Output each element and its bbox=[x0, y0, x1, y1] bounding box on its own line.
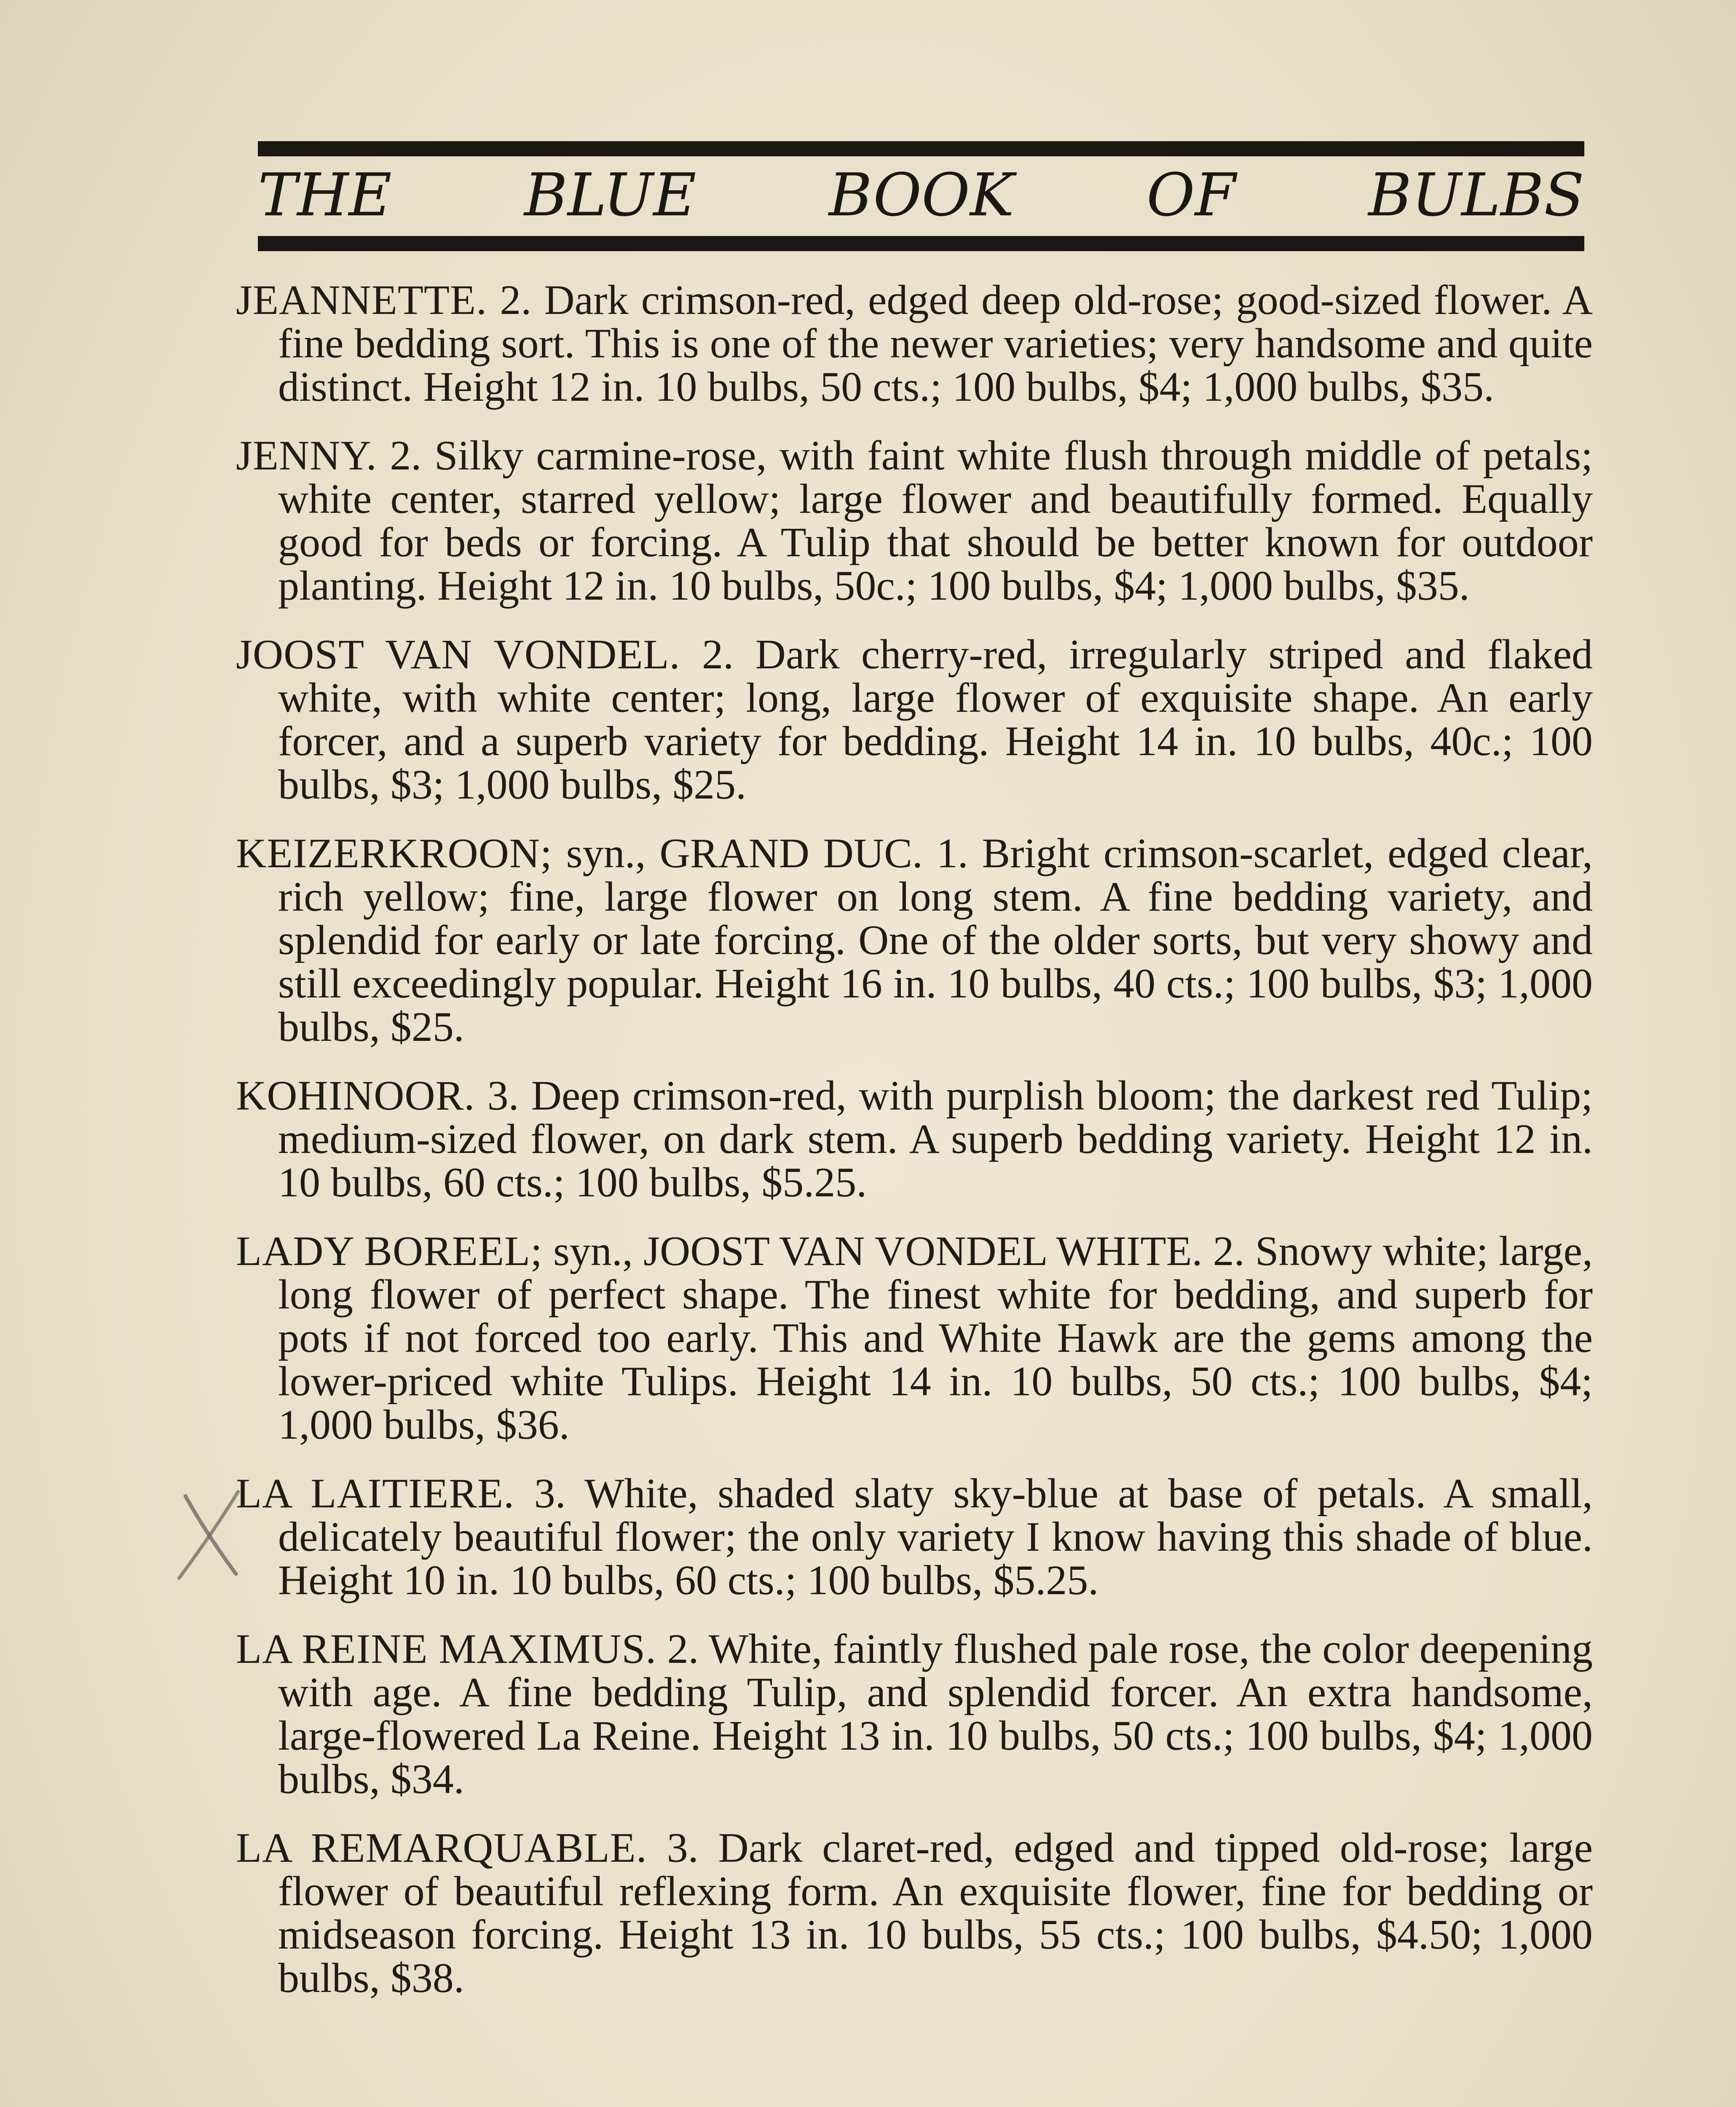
running-head bbox=[258, 159, 1584, 231]
pencil-x-mark-icon bbox=[169, 1483, 253, 1584]
entry-text: 2. Silky carmine-rose, with faint white flush through middle of petals; white center, starred yellow; large flower and beautifully formed. Equally good for beds or forcing. A Tulip that should be better known for outdoor planting. Height 12 in. 10 bulbs, 50c.; 100 bulbs, $4; 1,000 bulbs, $35. bbox=[278, 432, 1593, 609]
entry-name: KEIZERKROON; bbox=[236, 830, 552, 877]
entry-keizerkroon bbox=[236, 831, 1593, 1048]
entry-kohinoor bbox=[236, 1074, 1593, 1204]
entry-text: 2. Dark cherry-red, irregularly striped and flaked white, with white center; long, large flower of exquisite shape. An early forcer, and a superb variety for bedding. Height 14 in. 10 bulbs, 40c.; 100 bulbs, $3; 1,000 bulbs, $25. bbox=[278, 631, 1593, 808]
entry-name: LA REMARQUABLE. bbox=[236, 1824, 647, 1871]
entry-text: 2. White, faintly flushed pale rose, the color deepening with age. A fine bedding Tulip, and splendid forcer. An extra handsome, large-flowered La Reine. Height 13 in. 10 bulbs, 50 cts.; 100 bulbs, $4; 1,000 bulbs, $34. bbox=[278, 1625, 1593, 1802]
entry-jenny bbox=[236, 434, 1593, 607]
entry-name: LA LAITIERE. bbox=[236, 1470, 515, 1517]
entry-la-laitiere bbox=[236, 1472, 1593, 1602]
entry-name: JENNY. bbox=[236, 432, 377, 479]
entry-text: syn., JOOST VAN VONDEL WHITE. 2. Snowy white; large, long flower of perfect shape. The finest white for bedding, and superb for pots if not forced too early. This and White Hawk are the gems among the lower-priced white Tulips. Height 14 in. 10 bulbs, 50 cts.; 100 bulbs, $4; 1,000 bulbs, $36. bbox=[278, 1228, 1593, 1448]
running-head-word: OF bbox=[1147, 161, 1236, 230]
entry-name: LADY BOREEL; bbox=[236, 1228, 543, 1274]
entry-text: 3. White, shaded slaty sky-blue at base of petals. A small, delicately beautiful flower; the only variety I know having this shade of blue. Height 10 in. 10 bulbs, 60 cts.; 100 bulbs, $5.25. bbox=[278, 1470, 1593, 1603]
entry-text: 3. Deep crimson-red, with purplish bloom; the darkest red Tulip; medium-sized flower, on dark stem. A superb bedding variety. Height 12 in. 10 bulbs, 60 cts.; 100 bulbs, $5.25. bbox=[278, 1072, 1593, 1206]
running-head-word: BOOK bbox=[828, 161, 1014, 230]
entry-text: 3. Dark claret-red, edged and tipped old-rose; large flower of beautiful reflexing form. An exquisite flower, fine for bedding or midseason forcing. Height 13 in. 10 bulbs, 55 cts.; 100 bulbs, $4.50; 1,000 bulbs, $38. bbox=[278, 1824, 1593, 2001]
entry-lady-boreel bbox=[236, 1229, 1593, 1446]
entry-text: syn., GRAND DUC. 1. Bright crimson-scarlet, edged clear, rich yellow; fine, large flower on long stem. A fine bedding variety, and splendid for early or late forcing. One of the older sorts, but very showy and still exceedingly popular. Height 16 in. 10 bulbs, 40 cts.; 100 bulbs, $3; 1,000 bulbs, $25. bbox=[278, 830, 1593, 1050]
entry-la-remarquable bbox=[236, 1826, 1593, 2000]
tulip-entries bbox=[236, 278, 1593, 2025]
entry-name: JOOST VAN VONDEL. bbox=[236, 631, 680, 678]
entry-joost-van-vondel bbox=[236, 633, 1593, 806]
entry-jeannette bbox=[236, 278, 1593, 408]
running-head-word: THE bbox=[258, 161, 392, 230]
header-rule-top bbox=[258, 141, 1584, 156]
entry-name: JEANNETTE. bbox=[236, 276, 487, 323]
header-rule-bottom bbox=[258, 236, 1584, 251]
entry-name: LA REINE MAXIMUS. bbox=[236, 1625, 657, 1672]
running-head-word: BLUE bbox=[524, 161, 697, 230]
entry-name: KOHINOOR. bbox=[236, 1072, 475, 1119]
entry-text: 2. Dark crimson-red, edged deep old-rose; good-sized flower. A fine bedding sort. This is one of the newer varieties; very handsome and quite distinct. Height 12 in. 10 bulbs, 50 cts.; 100 bulbs, $4; 1,000 bulbs, $35. bbox=[278, 276, 1593, 410]
running-head-word: BULBS bbox=[1368, 161, 1584, 230]
entry-la-reine-maximus bbox=[236, 1627, 1593, 1801]
